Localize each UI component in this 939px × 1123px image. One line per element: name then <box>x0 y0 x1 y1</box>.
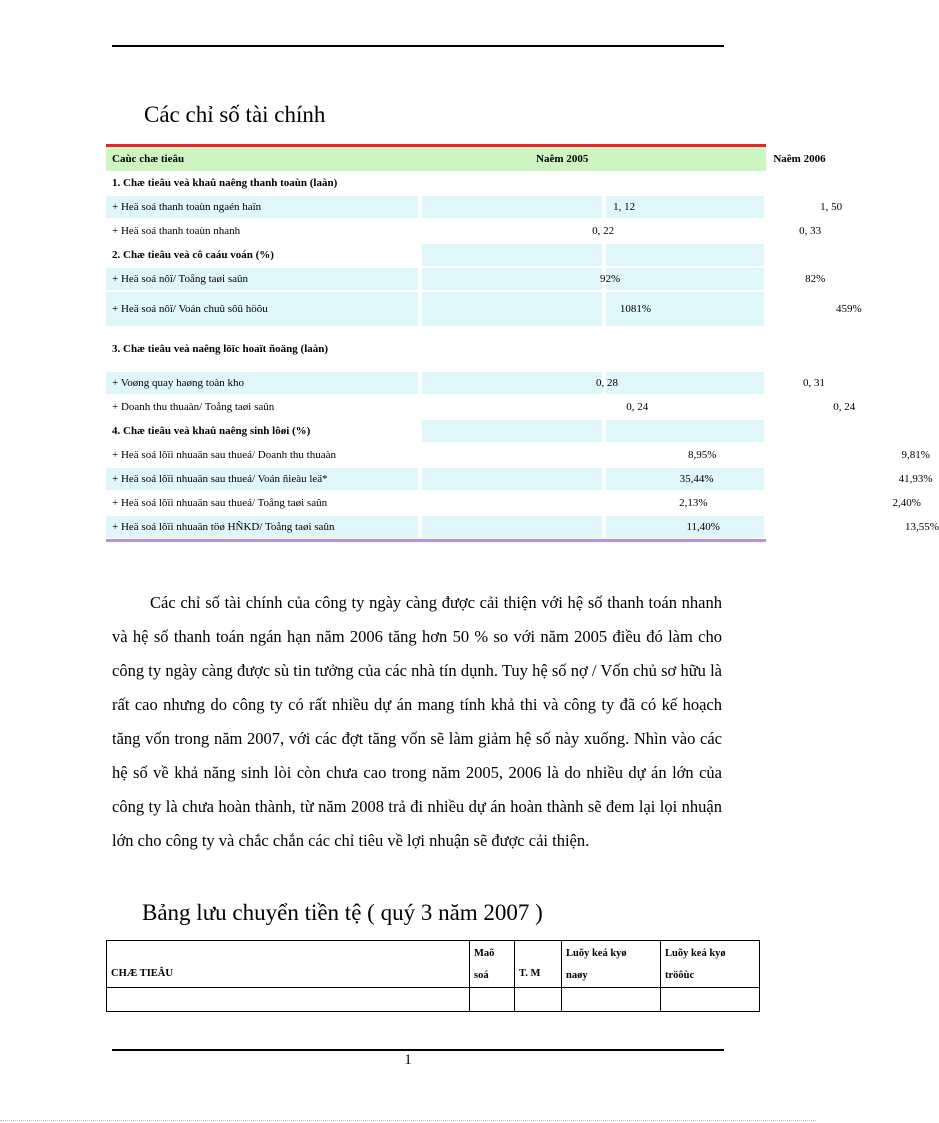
table-row <box>106 515 939 539</box>
col-previous-line2: tröôùc <box>665 970 695 981</box>
financial-ratios-table <box>106 144 939 542</box>
table-row <box>107 988 760 1012</box>
col-indicator <box>107 941 470 988</box>
cell-background <box>422 468 602 490</box>
indicator-label: + Heä soá lôïi nhuaän sau thueá/ Toång taøi saûn <box>112 497 328 509</box>
value-2005: 92% <box>599 273 621 285</box>
header-indicators: Caùc chæ tieâu <box>112 153 185 165</box>
empty-cell <box>515 988 562 1012</box>
table-body <box>106 171 939 539</box>
table-row <box>106 219 822 243</box>
table-bottom-line <box>106 539 766 542</box>
cell-background <box>422 268 602 290</box>
cell-background <box>422 516 602 538</box>
indicator-label: + Heä soá thanh toaùn ngaén haïn <box>112 201 262 213</box>
value-2005: 0, 22 <box>592 225 615 237</box>
table-row <box>106 491 921 515</box>
cell-background <box>606 420 764 442</box>
page-edge-dotted-line <box>0 1120 816 1121</box>
indicator-label: + Doanh thu thuaàn/ Toång taøi saûn <box>112 401 275 413</box>
indicator-label: + Voøng quay haøng toàn kho <box>112 377 244 389</box>
indicator-label: + Heä soá nôï/ Voán chuû sôû höõu <box>112 303 268 315</box>
value-2006: 13,55% <box>904 521 939 533</box>
value-2005: 35,44% <box>679 473 714 485</box>
table-row <box>107 941 760 988</box>
value-2005: 11,40% <box>686 521 720 533</box>
col-cumulative-current <box>562 941 661 988</box>
cell-background <box>422 244 602 266</box>
section-row <box>106 327 766 371</box>
value-2006: 0, 33 <box>799 225 822 237</box>
header-2006: Naêm 2006 <box>773 153 826 165</box>
col-current-line1: Luõy keá kyø <box>566 948 627 959</box>
page-number: 1 <box>404 1052 412 1068</box>
value-2006: 0, 31 <box>802 377 825 389</box>
value-2006: 9,81% <box>901 449 930 461</box>
section-row <box>106 419 766 443</box>
empty-cell <box>562 988 661 1012</box>
cell-background <box>606 244 764 266</box>
value-2006: 459% <box>835 303 862 315</box>
cell-background <box>606 268 764 290</box>
section-row <box>106 243 766 267</box>
cell-background <box>422 292 602 326</box>
value-2006: 41,93% <box>898 473 933 485</box>
indicator-label: + Heä soá thanh toaùn nhanh <box>112 225 241 237</box>
col-previous-line1: Luõy keá kyø <box>665 948 726 959</box>
cashflow-table <box>106 940 760 1012</box>
cell-background <box>422 420 602 442</box>
value-2005: 0, 24 <box>626 401 649 413</box>
col-indicator-label: CHÆ TIEÂU <box>111 968 173 979</box>
value-2006: 0, 24 <box>833 401 856 413</box>
cashflow-heading: Bảng lưu chuyển tiền tệ ( quý 3 năm 2007 ) <box>142 900 543 925</box>
indicator-label: + Heä soá lôïi nhuaän sau thueá/ Doanh thu thuaàn <box>112 449 337 461</box>
value-2005: 0, 28 <box>595 377 618 389</box>
value-2006: 82% <box>805 273 826 285</box>
value-2005: 1081% <box>619 303 651 315</box>
value-2005: 2,13% <box>679 497 708 509</box>
value-2005: 1, 12 <box>613 201 636 213</box>
analysis-paragraph: Các chỉ số tài chính của công ty ngày càng được cải thiện với hệ số thanh toán nhanh và hệ số thanh toán ngán hạn năm 2006 tăng hơn 50 % so với năm 2005 điều đó làm cho công ty ngày càng được sù tin tưởng của các nhà tín dụnh. Tuy hệ số nợ / Vốn chủ sơ hữu là rất cao nhưng do công ty có rất nhiều dự án mang tính khả thi và công ty đã có kế hoạch tăng vốn trong năm 2007, với các đợt tăng vốn sẽ làm giảm hệ số này xuống. Nhìn vào các hệ số về khả năng sinh lòi còn chưa cao trong năm 2005, 2006 là do nhiều dự án lớn của công ty là chưa hoàn thành, từ năm 2008 trả đi nhiều dự án hoàn thành sẽ đem lại lọi nhuận lớn cho công ty và chắc chắn các chỉ tiêu về lợi nhuận sẽ được cải thiện. <box>112 593 722 850</box>
value-2006: 2,40% <box>892 497 921 509</box>
table-row <box>106 195 843 219</box>
table-row <box>106 395 856 419</box>
table-row <box>106 267 826 291</box>
empty-cell <box>661 988 760 1012</box>
bottom-rule <box>112 1049 724 1051</box>
table-header-row <box>106 147 826 171</box>
cell-background <box>422 372 602 394</box>
financial-ratios-heading: Các chỉ số tài chính <box>144 102 326 127</box>
col-tm-label: T. M <box>519 968 541 979</box>
cell-background <box>606 516 764 538</box>
section-label: 1. Chæ tieâu veà khaû naêng thanh toaùn (laàn) <box>112 177 338 189</box>
col-cumulative-previous <box>661 941 760 988</box>
col-code <box>470 941 515 988</box>
table-row <box>106 371 825 395</box>
section-row <box>106 171 766 195</box>
table-row <box>106 467 933 491</box>
empty-cell <box>107 988 470 1012</box>
section-label: 2. Chæ tieâu veà cô caáu voán (%) <box>112 249 274 261</box>
cell-background <box>606 372 764 394</box>
top-rule <box>112 45 724 47</box>
section-label: 3. Chæ tieâu veà naêng löïc hoaït ñoäng (laàn) <box>112 343 329 355</box>
header-2005: Naêm 2005 <box>536 153 589 165</box>
value-2006: 1, 50 <box>820 201 843 213</box>
table-row <box>106 291 862 327</box>
empty-cell <box>470 988 515 1012</box>
table-row <box>106 443 930 467</box>
col-code-line2: soá <box>474 970 489 981</box>
col-tm <box>515 941 562 988</box>
col-current-line2: naøy <box>566 970 588 981</box>
cell-background <box>422 196 602 218</box>
value-2005: 8,95% <box>688 449 717 461</box>
section-label: 4. Chæ tieâu veà khaû naêng sinh lôøi (%) <box>112 425 311 437</box>
indicator-label: + Heä soá lôïi nhuaän sau thueá/ Voán ñieàu leä* <box>112 473 328 485</box>
col-code-line1: Maõ <box>474 948 495 959</box>
indicator-label: + Heä soá lôïi nhuaän töø HÑKD/ Toång taøi saûn <box>112 521 335 533</box>
indicator-label: + Heä soá nôï/ Toång taøi saûn <box>112 273 248 285</box>
